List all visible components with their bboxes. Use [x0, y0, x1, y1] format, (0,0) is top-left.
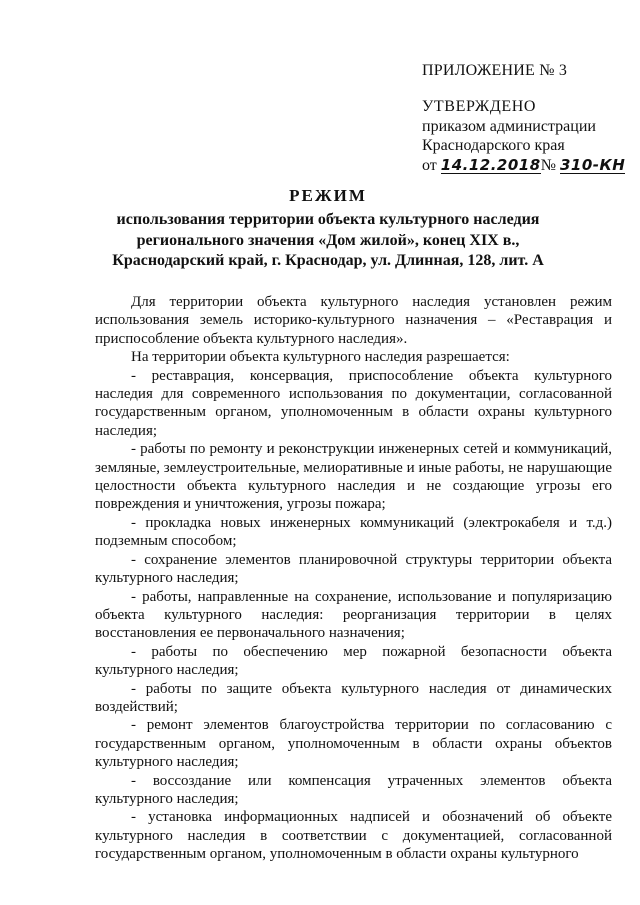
order-prefix: от [422, 156, 437, 174]
list-item: - реставрация, консервация, приспособление объекта культурного наследия для современного использования по документации, согласованной государственным органом, уполномоченным в области охраны культурного наследия; [95, 367, 612, 439]
list-item: - работы, направленные на сохранение, использование и популяризацию объекта культурного наследия: реорганизация территории в целях восстановления ее первоначального назначения; [95, 588, 612, 642]
list-item: - работы по защите объекта культурного наследия от динамических воздействий; [95, 680, 612, 715]
list-item: - прокладка новых инженерных коммуникаций (электрокабеля и т.д.) подземным способом; [95, 514, 612, 550]
approval-stamp [422, 97, 625, 175]
order-date-handwritten: 14.12.2018 [440, 155, 541, 174]
list-item: - работы по ремонту и реконструкции инженерных сетей и коммуникаций, земляные, землеустроительные, мелиоративные и иные работы, не нарушающие целостности объекта культурного наследия и не создающие угрозы его повреждения и уничтожения, угрозы пожара; [95, 441, 612, 513]
list-item: - работы по обеспечению мер пожарной безопасности объекта культурного наследия; [95, 643, 612, 679]
list-item: - ремонт элементов благоустройства территории по согласованию с государственным органом, уполномоченным в области охраны объектов культурного наследия; [95, 717, 612, 771]
paragraph: Для территории объекта культурного наследия установлен режим использования земель историко-культурного назначения – «Реставрация и приспособление объекта культурного наследия». [95, 294, 612, 347]
order-line [422, 156, 625, 176]
order-number-label: № [540, 156, 556, 174]
list-item: - сохранение элементов планировочной структуры территории объекта культурного наследия; [95, 551, 612, 587]
approved-heading: УТВЕРЖДЕНО [422, 98, 537, 115]
approved-by-line-1: приказом администрации [422, 117, 596, 135]
list-item: - установка информационных надписей и обозначений об объекте культурного наследия в соответствии с документацией, согласованной государственным органом, уполномоченным в области охраны культурного [95, 809, 612, 863]
appendix-label: ПРИЛОЖЕНИЕ № 3 [422, 62, 568, 79]
document-title-block [88, 186, 568, 272]
order-number-handwritten: 310-КН [559, 155, 626, 174]
document-body [95, 293, 612, 864]
document-subtitle: использования территории объекта культурного наследия регионального значения «Дом жилой», конец XIX в., Краснодарский край, г. Краснодар, ул. Длинная, 128, лит. А [112, 211, 544, 269]
list-item: - воссоздание или компенсация утраченных элементов объекта культурного наследия; [95, 772, 612, 807]
paragraph: На территории объекта культурного наследия разрешается: [131, 349, 510, 366]
document-title: РЕЖИМ [289, 186, 367, 205]
approved-by-line-2: Краснодарского края [422, 137, 565, 154]
